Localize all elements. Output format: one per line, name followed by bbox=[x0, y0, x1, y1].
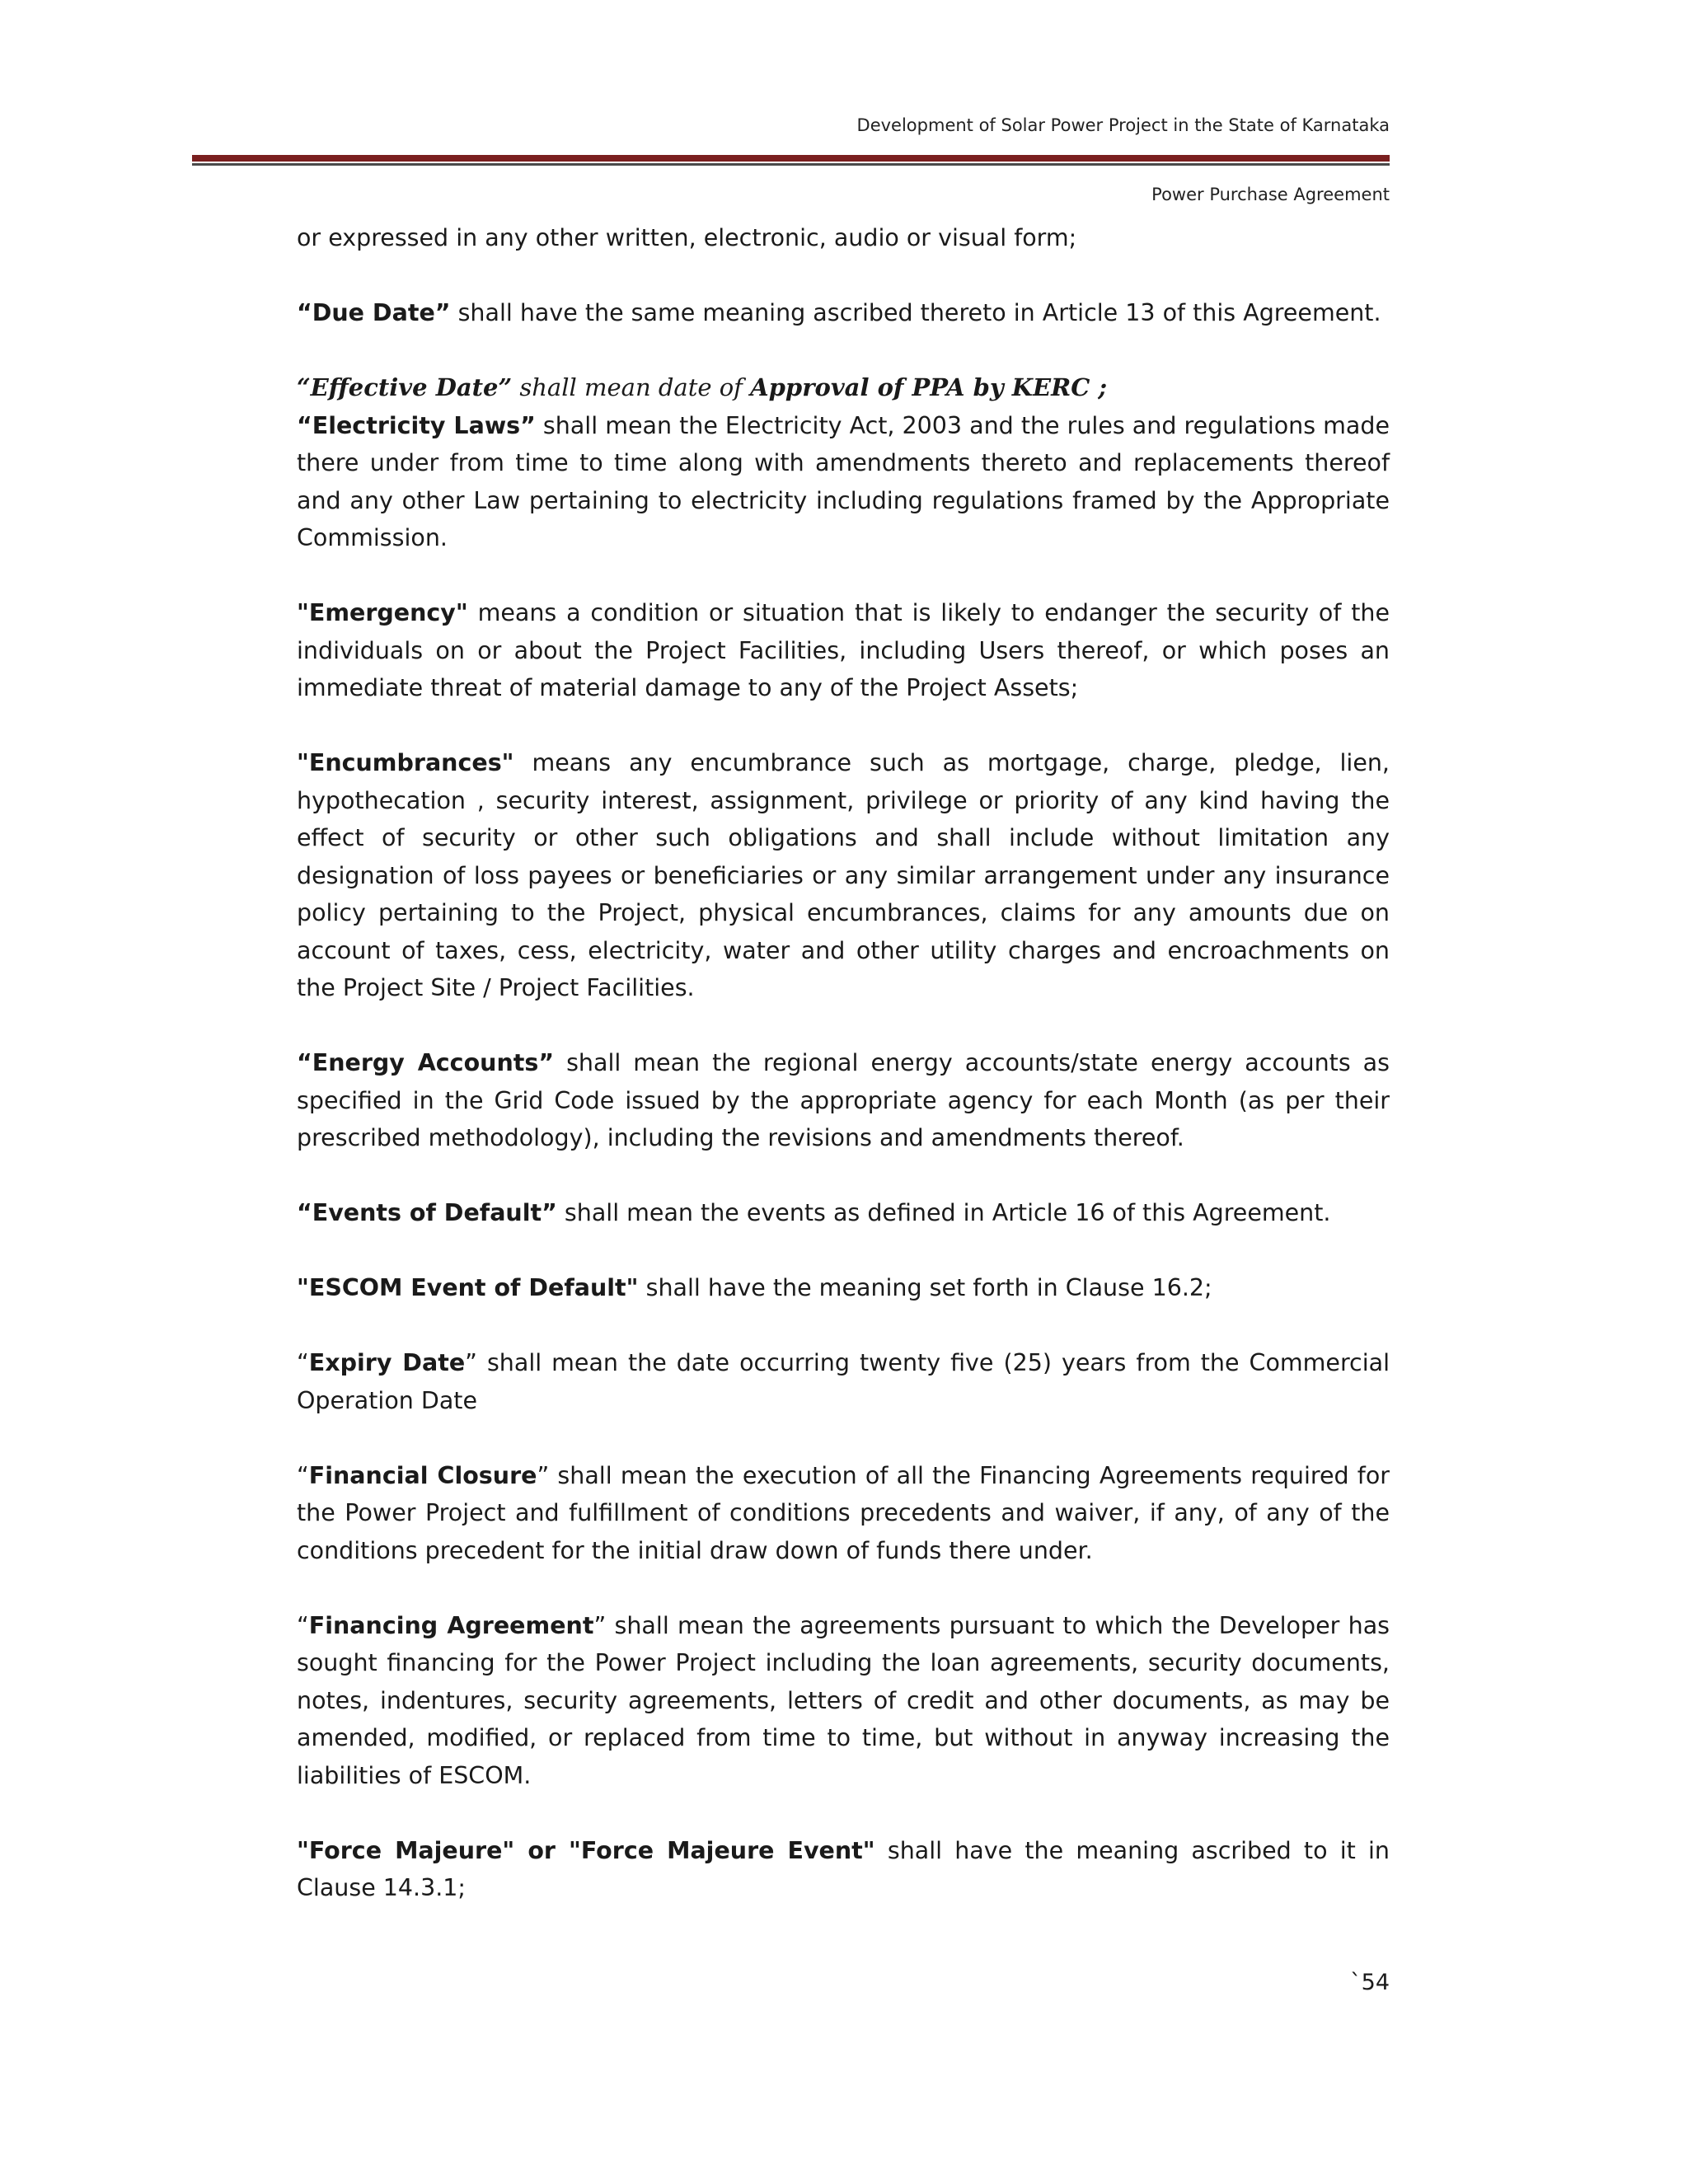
header-rule-line bbox=[192, 163, 1390, 166]
header-subtitle: Power Purchase Agreement bbox=[1151, 185, 1390, 204]
defined-term: "Emergency" bbox=[297, 599, 468, 626]
defined-term: "Encumbrances" bbox=[297, 749, 514, 776]
definition-financing-agreement bbox=[297, 1607, 1390, 1795]
definition-escom-event-of-default bbox=[297, 1269, 1390, 1307]
definition-encumbrances bbox=[297, 744, 1390, 1007]
definition-text: means a condition or situation that is likely to endanger the security of the individuals on or about the Project Facilities, including Users thereof, or which poses an immediate threat of material damage to any of the Project Assets; bbox=[297, 599, 1390, 701]
defined-term: Expiry Date bbox=[308, 1349, 466, 1376]
defined-term: “Due Date” bbox=[297, 299, 451, 326]
definition-effective-date bbox=[297, 369, 1390, 407]
definition-text: ” shall mean the execution of all the Financing Agreements required for the Power Project and fulfillment of conditions precedents and waiver, if any, of any of the conditions precedent for the initial draw down of funds there under. bbox=[297, 1461, 1390, 1564]
document-body bbox=[297, 219, 1390, 1907]
definition-text: shall have the meaning set forth in Clause 16.2; bbox=[638, 1274, 1212, 1301]
open-quote: “ bbox=[297, 1461, 309, 1489]
definition-text: shall mean the events as defined in Article 16 of this Agreement. bbox=[556, 1199, 1331, 1226]
definition-text: means any encumbrance such as mortgage, charge, pledge, lien, hypothecation , security interest, assignment, privilege or priority of any kind having the effect of security or other such obligations and shall include without limitation any designation of loss payees or beneficiaries or any similar arrangement under any insurance policy pertaining to the Project, physical encumbrances, claims for any amounts due on account of taxes, cess, electricity, water and other utility charges and encroachments on the Project Site / Project Facilities. bbox=[297, 749, 1390, 1001]
definition-text: shall have the same meaning ascribed thereto in Article 13 of this Agreement. bbox=[450, 299, 1381, 326]
definition-text: ” shall mean the agreements pursuant to which the Developer has sought financing for the Power Project including the loan agreements, security documents, notes, indentures, security agreements, letters of credit and other documents, as may be amended, modified, or replaced from time to time, but without in anyway increasing the liabilities of ESCOM. bbox=[297, 1611, 1390, 1789]
definition-due-date bbox=[297, 294, 1390, 332]
definition-force-majeure bbox=[297, 1832, 1390, 1907]
page-number: `54 bbox=[1350, 1970, 1390, 1995]
defined-term: “Events of Default” bbox=[297, 1199, 557, 1226]
defined-term: Financing Agreement bbox=[308, 1611, 594, 1639]
definition-energy-accounts bbox=[297, 1044, 1390, 1157]
open-quote: “ bbox=[297, 1349, 309, 1376]
definition-text: ” shall mean the date occurring twenty five (25) years from the Commercial Operation Date bbox=[297, 1349, 1390, 1414]
defined-term: "Force Majeure" or "Force Majeure Event" bbox=[297, 1836, 875, 1864]
definition-emergency bbox=[297, 594, 1390, 707]
definition-expiry-date bbox=[297, 1344, 1390, 1419]
open-quote: “ bbox=[297, 1611, 309, 1639]
definition-events-of-default bbox=[297, 1194, 1390, 1232]
defined-term: Financial Closure bbox=[308, 1461, 537, 1489]
definition-emphasis: Approval of PPA by KERC ; bbox=[750, 373, 1108, 401]
definition-electricity-laws bbox=[297, 407, 1390, 557]
para-text: or expressed in any other written, electronic, audio or visual form; bbox=[297, 224, 1077, 251]
paragraph-continuation bbox=[297, 219, 1390, 257]
header-title: Development of Solar Power Project in the State of Karnataka bbox=[856, 115, 1390, 135]
definition-financial-closure bbox=[297, 1457, 1390, 1570]
header-rule-band bbox=[192, 155, 1390, 162]
definition-text: shall mean the regional energy accounts/state energy accounts as specified in the Grid Code issued by the appropriate agency for each Month (as per their prescribed methodology), including the revisions and amendments thereof. bbox=[297, 1049, 1390, 1151]
header-rule bbox=[192, 155, 1390, 166]
defined-term: “Electricity Laws” bbox=[297, 411, 536, 439]
definition-text: shall have the meaning ascribed to it in Clause 14.3.1; bbox=[297, 1836, 1390, 1901]
definition-text: shall mean date of bbox=[512, 373, 751, 401]
definition-text: shall mean the Electricity Act, 2003 and the rules and regulations made there under from time to time along with amendments thereto and replacements thereof and any other Law pertaining to electricity including regulations framed by the Appropriate Commission. bbox=[297, 411, 1390, 551]
defined-term: “Energy Accounts” bbox=[297, 1049, 555, 1076]
defined-term: "ESCOM Event of Default" bbox=[297, 1274, 639, 1301]
defined-term: “Effective Date” bbox=[297, 373, 513, 401]
